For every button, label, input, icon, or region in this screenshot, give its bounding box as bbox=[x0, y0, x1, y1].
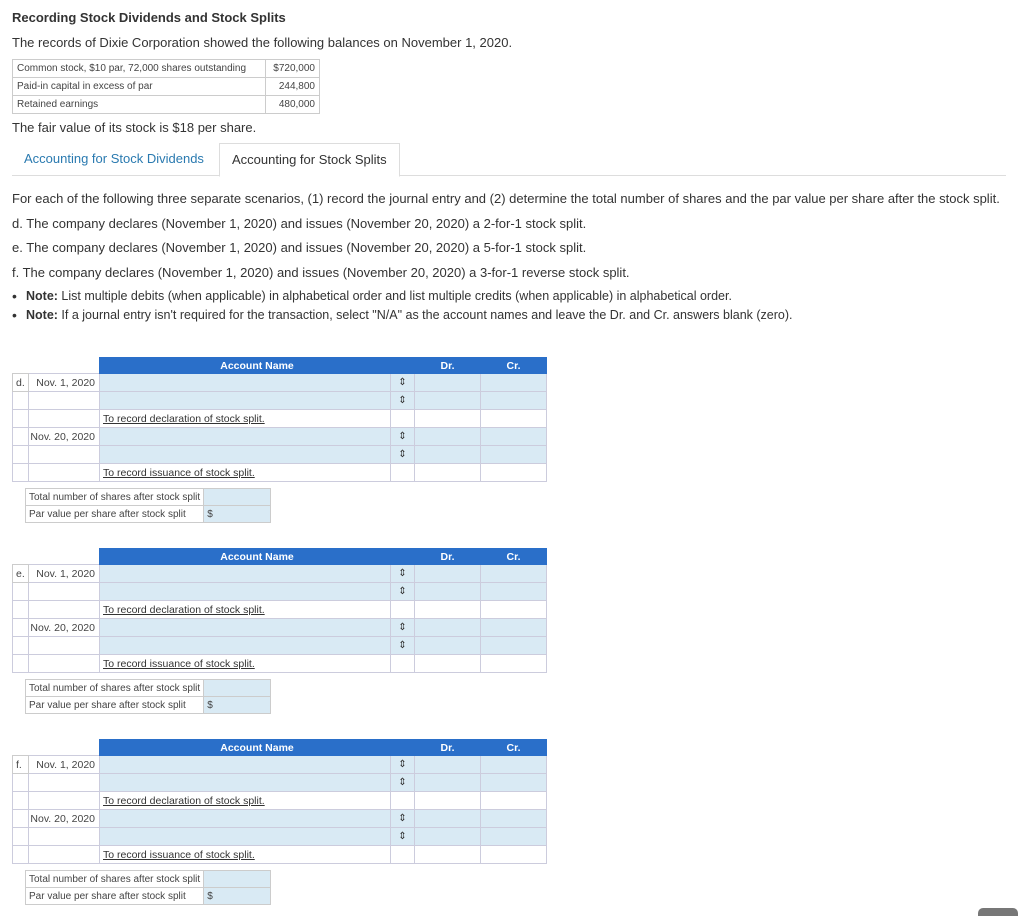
account-select[interactable] bbox=[100, 810, 391, 828]
shares-label: Total number of shares after stock split bbox=[26, 489, 204, 506]
empty-cell bbox=[481, 601, 547, 619]
empty-cell bbox=[13, 619, 29, 637]
table-row bbox=[13, 565, 547, 583]
empty-cell bbox=[29, 637, 100, 655]
entry-date: Nov. 1, 2020 bbox=[29, 374, 100, 392]
notes-list bbox=[12, 289, 793, 327]
table-row bbox=[13, 78, 320, 96]
note-text: If a journal entry isn't required for the transaction, select "N/A" as the account names and leave the Dr. and Cr. answers blank (zero). bbox=[57, 308, 793, 322]
select-arrow-icon[interactable]: ⇕ bbox=[391, 374, 415, 392]
credit-input[interactable] bbox=[481, 428, 547, 446]
empty-cell bbox=[13, 828, 29, 846]
table-row bbox=[26, 871, 271, 888]
table-row bbox=[13, 428, 547, 446]
empty-cell bbox=[29, 392, 100, 410]
table-row bbox=[13, 446, 547, 464]
account-select[interactable] bbox=[100, 828, 391, 846]
credit-header: Cr. bbox=[481, 358, 547, 374]
debit-header: Dr. bbox=[415, 358, 481, 374]
empty-cell bbox=[29, 655, 100, 673]
credit-input[interactable] bbox=[481, 756, 547, 774]
summary-table bbox=[25, 679, 271, 714]
memo-text: To record declaration of stock split. bbox=[100, 792, 391, 810]
memo-text: To record declaration of stock split. bbox=[100, 601, 391, 619]
table-row bbox=[13, 392, 547, 410]
table-row bbox=[13, 828, 547, 846]
empty-cell bbox=[29, 774, 100, 792]
blank-header bbox=[29, 358, 100, 374]
table-row bbox=[13, 601, 547, 619]
empty-cell bbox=[391, 846, 415, 864]
empty-cell bbox=[415, 792, 481, 810]
note-label: Note: bbox=[26, 289, 58, 303]
summary-table bbox=[25, 870, 271, 905]
tab-stock-dividends[interactable]: Accounting for Stock Dividends bbox=[24, 151, 204, 166]
journal-table bbox=[12, 739, 547, 864]
table-row bbox=[13, 756, 547, 774]
list-item bbox=[12, 308, 793, 327]
empty-cell bbox=[13, 392, 29, 410]
intro-text: The records of Dixie Corporation showed the following balances on November 1, 2020. bbox=[12, 35, 513, 50]
summary-table bbox=[25, 488, 271, 523]
select-arrow-icon[interactable]: ⇕ bbox=[391, 828, 415, 846]
select-arrow-icon[interactable]: ⇕ bbox=[391, 637, 415, 655]
empty-cell bbox=[13, 637, 29, 655]
journal-table bbox=[12, 357, 547, 482]
blank-header bbox=[13, 358, 29, 374]
empty-cell bbox=[481, 410, 547, 428]
credit-input[interactable] bbox=[481, 637, 547, 655]
empty-cell bbox=[391, 655, 415, 673]
shares-input[interactable] bbox=[204, 871, 271, 888]
scenario-label: e. bbox=[13, 565, 29, 583]
empty-cell bbox=[391, 464, 415, 482]
entry-date: Nov. 20, 2020 bbox=[29, 619, 100, 637]
account-select[interactable] bbox=[100, 446, 391, 464]
empty-cell bbox=[29, 601, 100, 619]
account-select[interactable] bbox=[100, 374, 391, 392]
page-title: Recording Stock Dividends and Stock Splits bbox=[12, 10, 286, 25]
account-name-header: Account Name bbox=[100, 740, 415, 756]
balance-amount: 480,000 bbox=[266, 96, 320, 114]
empty-cell bbox=[391, 601, 415, 619]
credit-input[interactable] bbox=[481, 828, 547, 846]
select-arrow-icon[interactable]: ⇕ bbox=[391, 446, 415, 464]
empty-cell bbox=[29, 446, 100, 464]
debit-input[interactable] bbox=[415, 619, 481, 637]
tab-bar bbox=[12, 143, 1006, 176]
empty-cell bbox=[13, 464, 29, 482]
instruction-d: d. The company declares (November 1, 2020) and issues (November 20, 2020) a 2-for-1 stock split. bbox=[12, 216, 587, 231]
shares-input[interactable] bbox=[204, 680, 271, 697]
debit-input[interactable] bbox=[415, 637, 481, 655]
tab-stock-splits[interactable]: Accounting for Stock Splits bbox=[219, 143, 400, 177]
table-row bbox=[13, 410, 547, 428]
table-header-row bbox=[13, 549, 547, 565]
select-arrow-icon[interactable]: ⇕ bbox=[391, 774, 415, 792]
credit-input[interactable] bbox=[481, 619, 547, 637]
dollar-sign: $ bbox=[207, 890, 213, 902]
entry-date: Nov. 1, 2020 bbox=[29, 756, 100, 774]
memo-text: To record declaration of stock split. bbox=[100, 410, 391, 428]
credit-header: Cr. bbox=[481, 549, 547, 565]
empty-cell bbox=[13, 601, 29, 619]
account-select[interactable] bbox=[100, 637, 391, 655]
instructions-main: For each of the following three separate scenarios, (1) record the journal entry and (2) determine the total number of shares and the par value per share after the stock split. bbox=[12, 191, 1000, 206]
empty-cell bbox=[391, 410, 415, 428]
debit-input[interactable] bbox=[415, 374, 481, 392]
empty-cell bbox=[29, 828, 100, 846]
select-arrow-icon[interactable]: ⇕ bbox=[391, 392, 415, 410]
instruction-e: e. The company declares (November 1, 2020) and issues (November 20, 2020) a 5-for-1 stock split. bbox=[12, 240, 587, 255]
credit-header: Cr. bbox=[481, 740, 547, 756]
select-arrow-icon[interactable]: ⇕ bbox=[391, 756, 415, 774]
table-row bbox=[13, 464, 547, 482]
credit-input[interactable] bbox=[481, 374, 547, 392]
table-row bbox=[13, 810, 547, 828]
empty-cell bbox=[481, 655, 547, 673]
debit-input[interactable] bbox=[415, 565, 481, 583]
table-row bbox=[26, 697, 271, 714]
blank-header bbox=[29, 740, 100, 756]
credit-input[interactable] bbox=[481, 446, 547, 464]
empty-cell bbox=[415, 601, 481, 619]
empty-cell bbox=[13, 774, 29, 792]
par-label: Par value per share after stock split bbox=[26, 506, 204, 523]
credit-input[interactable] bbox=[481, 392, 547, 410]
debit-input[interactable] bbox=[415, 756, 481, 774]
table-row bbox=[13, 583, 547, 601]
account-select[interactable] bbox=[100, 774, 391, 792]
debit-input[interactable] bbox=[415, 828, 481, 846]
memo-text: To record issuance of stock split. bbox=[100, 655, 391, 673]
debit-input[interactable] bbox=[415, 446, 481, 464]
debit-header: Dr. bbox=[415, 549, 481, 565]
instruction-f: f. The company declares (November 1, 2020) and issues (November 20, 2020) a 3-for-1 reverse stock split. bbox=[12, 265, 630, 280]
account-select[interactable] bbox=[100, 583, 391, 601]
bullet-icon: • bbox=[12, 288, 17, 304]
entry-date: Nov. 1, 2020 bbox=[29, 565, 100, 583]
account-name-header: Account Name bbox=[100, 358, 415, 374]
empty-cell bbox=[415, 410, 481, 428]
account-select[interactable] bbox=[100, 565, 391, 583]
empty-cell bbox=[415, 655, 481, 673]
table-row bbox=[13, 374, 547, 392]
table-row bbox=[13, 60, 320, 78]
empty-cell bbox=[13, 846, 29, 864]
blank-header bbox=[29, 549, 100, 565]
table-row bbox=[13, 792, 547, 810]
memo-text: To record issuance of stock split. bbox=[100, 464, 391, 482]
account-select[interactable] bbox=[100, 428, 391, 446]
table-row bbox=[26, 680, 271, 697]
debit-input[interactable] bbox=[415, 774, 481, 792]
account-select[interactable] bbox=[100, 619, 391, 637]
table-header-row bbox=[13, 358, 547, 374]
dollar-sign: $ bbox=[207, 699, 213, 711]
account-select[interactable] bbox=[100, 756, 391, 774]
table-row bbox=[26, 506, 271, 523]
credit-input[interactable] bbox=[481, 810, 547, 828]
blank-header bbox=[13, 549, 29, 565]
empty-cell bbox=[481, 846, 547, 864]
debit-header: Dr. bbox=[415, 740, 481, 756]
debit-input[interactable] bbox=[415, 583, 481, 601]
select-arrow-icon[interactable]: ⇕ bbox=[391, 583, 415, 601]
credit-input[interactable] bbox=[481, 583, 547, 601]
empty-cell bbox=[13, 655, 29, 673]
par-value-input[interactable] bbox=[204, 506, 271, 523]
balances-table bbox=[12, 59, 320, 114]
par-value-input[interactable] bbox=[204, 697, 271, 714]
empty-cell bbox=[415, 846, 481, 864]
select-arrow-icon[interactable]: ⇕ bbox=[391, 565, 415, 583]
journal-table bbox=[12, 548, 547, 673]
note-label: Note: bbox=[26, 308, 58, 322]
empty-cell bbox=[29, 846, 100, 864]
balance-label: Retained earnings bbox=[13, 96, 266, 114]
empty-cell bbox=[13, 810, 29, 828]
balance-amount: 244,800 bbox=[266, 78, 320, 96]
debit-input[interactable] bbox=[415, 810, 481, 828]
bullet-icon: • bbox=[12, 307, 17, 323]
account-select[interactable] bbox=[100, 392, 391, 410]
entry-date: Nov. 20, 2020 bbox=[29, 428, 100, 446]
empty-cell bbox=[29, 410, 100, 428]
credit-input[interactable] bbox=[481, 565, 547, 583]
table-row bbox=[13, 619, 547, 637]
empty-cell bbox=[481, 792, 547, 810]
balance-amount: $720,000 bbox=[266, 60, 320, 78]
balance-label: Paid-in capital in excess of par bbox=[13, 78, 266, 96]
select-arrow-icon[interactable]: ⇕ bbox=[391, 428, 415, 446]
table-row bbox=[13, 774, 547, 792]
table-row bbox=[26, 888, 271, 905]
fair-value-text: The fair value of its stock is $18 per share. bbox=[12, 120, 257, 135]
debit-input[interactable] bbox=[415, 392, 481, 410]
empty-cell bbox=[13, 446, 29, 464]
shares-input[interactable] bbox=[204, 489, 271, 506]
dollar-sign: $ bbox=[207, 508, 213, 520]
empty-cell bbox=[13, 583, 29, 601]
scenario-label: d. bbox=[13, 374, 29, 392]
empty-cell bbox=[29, 792, 100, 810]
debit-input[interactable] bbox=[415, 428, 481, 446]
empty-cell bbox=[391, 792, 415, 810]
list-item bbox=[12, 289, 793, 308]
table-row bbox=[13, 655, 547, 673]
empty-cell bbox=[13, 428, 29, 446]
par-value-input[interactable] bbox=[204, 888, 271, 905]
empty-cell bbox=[415, 464, 481, 482]
table-row bbox=[26, 489, 271, 506]
empty-cell bbox=[13, 792, 29, 810]
credit-input[interactable] bbox=[481, 774, 547, 792]
shares-label: Total number of shares after stock split bbox=[26, 680, 204, 697]
balance-label: Common stock, $10 par, 72,000 shares outstanding bbox=[13, 60, 266, 78]
scrollbar-handle[interactable] bbox=[978, 908, 1018, 916]
par-label: Par value per share after stock split bbox=[26, 888, 204, 905]
table-row bbox=[13, 96, 320, 114]
note-text: List multiple debits (when applicable) in alphabetical order and list multiple credits (when applicable) in alphabetical order. bbox=[57, 289, 732, 303]
empty-cell bbox=[13, 410, 29, 428]
empty-cell bbox=[481, 464, 547, 482]
select-arrow-icon[interactable]: ⇕ bbox=[391, 810, 415, 828]
account-name-header: Account Name bbox=[100, 549, 415, 565]
table-row bbox=[13, 846, 547, 864]
par-label: Par value per share after stock split bbox=[26, 697, 204, 714]
entry-date: Nov. 20, 2020 bbox=[29, 810, 100, 828]
blank-header bbox=[13, 740, 29, 756]
table-row bbox=[13, 637, 547, 655]
memo-text: To record issuance of stock split. bbox=[100, 846, 391, 864]
scenario-label: f. bbox=[13, 756, 29, 774]
empty-cell bbox=[29, 464, 100, 482]
table-header-row bbox=[13, 740, 547, 756]
shares-label: Total number of shares after stock split bbox=[26, 871, 204, 888]
empty-cell bbox=[29, 583, 100, 601]
select-arrow-icon[interactable]: ⇕ bbox=[391, 619, 415, 637]
